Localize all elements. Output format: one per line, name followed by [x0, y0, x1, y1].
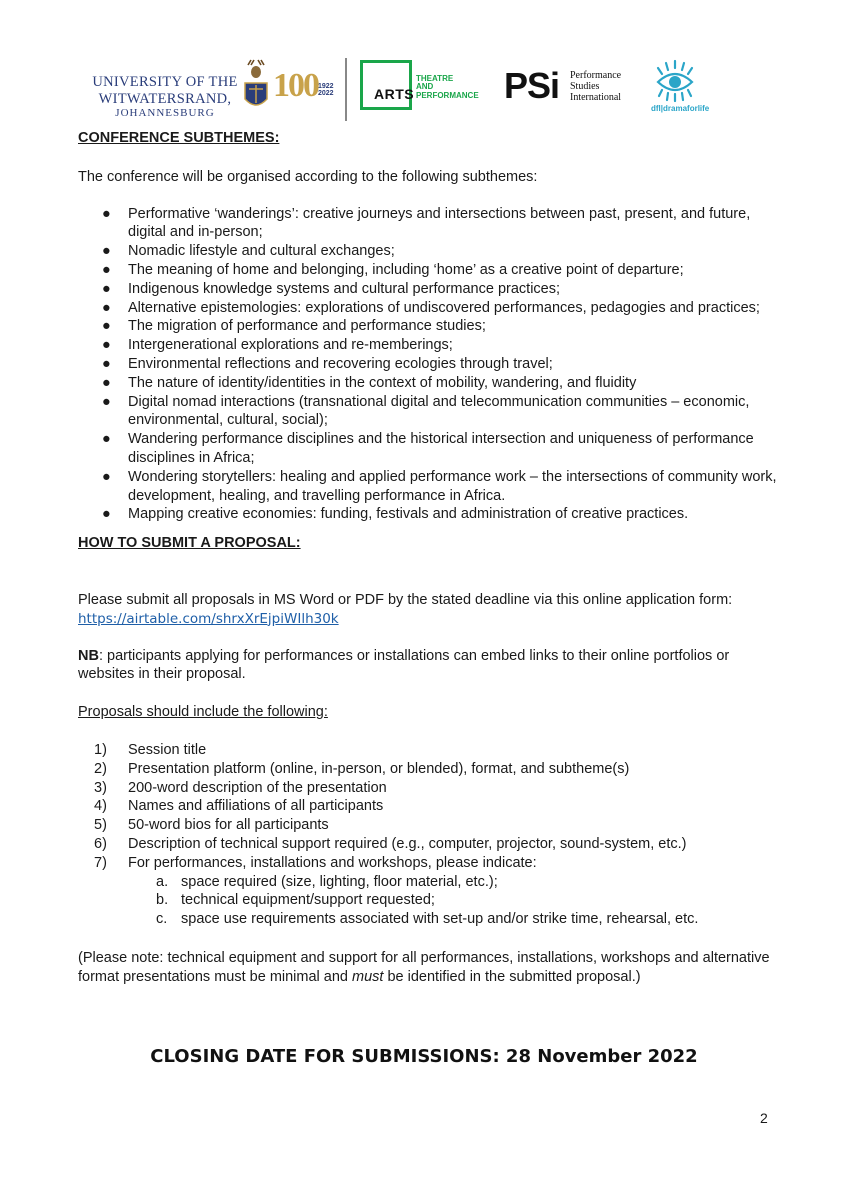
arts-dept-line-1: THEATRE	[416, 74, 454, 83]
arts-dept-line-3: PERFORMANCE	[416, 90, 479, 100]
wits-university-logo	[90, 75, 240, 119]
list-item	[78, 760, 778, 779]
item-number: 4)	[94, 798, 107, 815]
note-emphasis: must	[352, 968, 384, 985]
document-body	[78, 129, 778, 986]
item-number: 7)	[94, 854, 107, 871]
psi-name	[570, 70, 621, 104]
subtheme-text: Intergenerational explorations and re-memberings;	[128, 337, 453, 354]
list-item	[78, 779, 778, 798]
bullet-icon: ●	[102, 299, 111, 316]
list-item	[78, 242, 778, 261]
note-text-before: (Please note: technical equipment and support for all performances, installations, workshops and alternative format presentations must be minimal and	[78, 949, 770, 985]
psi-name-line-3: International	[570, 92, 622, 104]
subtheme-text: Performative ‘wanderings’: creative journeys and intersections between past, present, and future, digital and in-person;	[128, 205, 751, 241]
subthemes-intro: The conference will be organised according to the following subthemes:	[78, 168, 538, 185]
wits-line-3: JOHANNESBURG	[115, 107, 215, 119]
logo-header	[78, 55, 778, 125]
list-item	[78, 854, 778, 873]
item-text: For performances, installations and workshops, please indicate:	[128, 854, 537, 871]
centenary-start-year: 1922	[318, 83, 334, 90]
nb-text: : participants applying for performances or installations can embed links to their online portfolios or websites in their proposal.	[78, 647, 730, 683]
item-text: Description of technical support required (e.g., computer, projector, sound-system, etc.)	[128, 835, 687, 852]
list-item	[78, 797, 778, 816]
item-number: 2)	[94, 760, 107, 777]
item-letter: c.	[156, 911, 168, 928]
centenary-years	[318, 83, 334, 98]
subtheme-text: Wondering storytellers: healing and applied performance work – the intersections of community work, development, healing, and travelling performance in Africa.	[128, 468, 777, 504]
arts-logo-word: ARTS	[374, 86, 415, 102]
list-item	[78, 505, 778, 524]
drama-for-life-label: dfl|dramaforlife	[651, 104, 710, 113]
item-text: Session title	[128, 741, 207, 758]
psi-logo: PSi	[504, 65, 560, 106]
bullet-icon: ●	[102, 374, 111, 391]
subtheme-text: The migration of performance and performance studies;	[128, 318, 486, 335]
subtheme-text: Alternative epistemologies: explorations of undiscovered performances, pedagogies and practices;	[128, 299, 760, 316]
drama-for-life-eye-icon	[650, 58, 700, 104]
bullet-icon: ●	[102, 468, 111, 485]
list-item	[78, 873, 778, 892]
submit-text: Please submit all proposals in MS Word or PDF by the stated deadline via this online application form:	[78, 591, 733, 608]
arts-dept-line-2: AND	[416, 82, 434, 92]
list-item	[78, 835, 778, 854]
closing-date: CLOSING DATE FOR SUBMISSIONS: 28 November 2022	[150, 1046, 698, 1067]
bullet-icon: ●	[102, 506, 111, 523]
psi-name-line-1: Performance	[570, 70, 622, 81]
item-number: 6)	[94, 835, 107, 852]
item-text: space required (size, lighting, floor material, etc.);	[181, 873, 498, 890]
list-item	[78, 205, 778, 243]
wits-line-2: WITWATERSRAND,	[98, 90, 232, 107]
item-text: Presentation platform (online, in-person, or blended), format, and subtheme(s)	[128, 760, 630, 777]
list-item	[78, 299, 778, 318]
list-item	[78, 336, 778, 355]
proposal-requirements-list	[78, 741, 778, 873]
performance-requirements-sublist	[78, 873, 778, 929]
item-text: technical equipment/support requested;	[181, 892, 435, 909]
item-text: space use requirements associated with set-up and/or strike time, rehearsal, etc.	[181, 911, 699, 928]
centenary-end-year: 2022	[318, 90, 334, 98]
bullet-icon: ●	[102, 431, 111, 448]
subthemes-list	[78, 205, 778, 525]
subthemes-heading: CONFERENCE SUBTHEMES:	[78, 130, 280, 146]
proposal-requirements-heading: Proposals should include the following:	[78, 704, 328, 721]
item-text: 50-word bios for all participants	[128, 817, 329, 834]
subtheme-text: Environmental reflections and recovering ecologies through travel;	[128, 355, 553, 372]
application-form-link[interactable]: https://airtable.com/shrxXrEjpiWIlh30k	[78, 610, 339, 627]
nb-paragraph	[78, 647, 778, 685]
list-item	[78, 468, 778, 506]
item-text: Names and affiliations of all participants	[128, 798, 384, 815]
bullet-icon: ●	[102, 280, 111, 297]
theatre-performance-label	[416, 75, 479, 100]
list-item	[78, 355, 778, 374]
bullet-icon: ●	[102, 355, 111, 372]
wits-line-1: UNIVERSITY OF THE	[92, 74, 238, 90]
item-letter: b.	[156, 892, 169, 909]
note-text-after: be identified in the submitted proposal.)	[383, 968, 641, 985]
list-item	[78, 430, 778, 468]
bullet-icon: ●	[102, 393, 111, 410]
technical-note	[78, 949, 778, 987]
bullet-icon: ●	[102, 205, 111, 222]
list-item	[78, 280, 778, 299]
bullet-icon: ●	[102, 337, 111, 354]
wits-crest-icon	[242, 59, 270, 115]
item-number: 5)	[94, 817, 107, 834]
arts-logo-frame	[360, 60, 415, 110]
item-number: 1)	[94, 741, 107, 758]
list-item	[78, 816, 778, 835]
item-letter: a.	[156, 873, 169, 890]
item-number: 3)	[94, 779, 107, 796]
submit-instructions	[78, 591, 778, 629]
bullet-icon: ●	[102, 261, 111, 278]
subtheme-text: Indigenous knowledge systems and cultural performance practices;	[128, 280, 561, 297]
bullet-icon: ●	[102, 243, 111, 260]
list-item	[78, 741, 778, 760]
list-item	[78, 374, 778, 393]
item-text: 200-word description of the presentation	[128, 779, 387, 796]
subtheme-text: Mapping creative economies: funding, festivals and administration of creative practices.	[128, 506, 689, 523]
list-item	[78, 317, 778, 336]
list-item	[78, 393, 778, 431]
logo-divider	[345, 58, 347, 121]
subtheme-text: Nomadic lifestyle and cultural exchanges;	[128, 243, 395, 260]
subtheme-text: The meaning of home and belonging, including ‘home’ as a creative point of departure;	[128, 261, 684, 278]
subtheme-text: Wandering performance disciplines and the historical intersection and uniqueness of performance disciplines in Africa;	[128, 431, 754, 466]
centenary-mark: 100	[273, 67, 318, 104]
list-item	[78, 910, 778, 929]
subtheme-text: The nature of identity/identities in the context of mobility, wandering, and fluidity	[128, 374, 637, 391]
list-item	[78, 891, 778, 910]
submit-heading: HOW TO SUBMIT A PROPOSAL:	[78, 535, 301, 552]
page-number: 2	[760, 1110, 768, 1126]
subtheme-text: Digital nomad interactions (transnational digital and telecommunication communities – economic, environmental, cultural, social);	[128, 393, 750, 429]
bullet-icon: ●	[102, 318, 111, 335]
nb-label: NB	[78, 647, 99, 664]
psi-name-line-2: Studies	[570, 81, 600, 93]
list-item	[78, 261, 778, 280]
